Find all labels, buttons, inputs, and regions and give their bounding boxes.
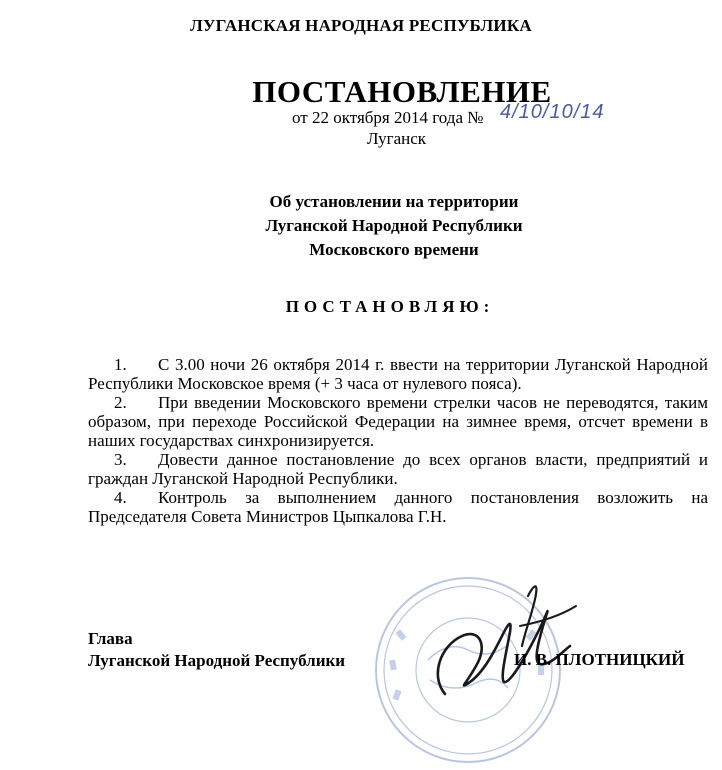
subject-line-3: Московского времени (309, 240, 479, 259)
item-number: 1. (114, 355, 127, 374)
document-subject (0, 190, 722, 262)
subject-line-2: Луганской Народной Республики (265, 216, 523, 235)
resolution-item (88, 450, 708, 488)
handwritten-signature (400, 566, 580, 716)
city-label: Луганск (367, 129, 427, 148)
role-line-1: Глава (88, 629, 133, 648)
resolution-items (88, 355, 708, 526)
document-title: ПОСТАНОВЛЕНИЕ (252, 74, 552, 109)
item-number: 3. (114, 450, 127, 469)
item-text: Довести данное постановление до всех органов власти, предприятий и граждан Луганской Народной Республики. (88, 450, 708, 488)
resolution-item (88, 393, 708, 450)
item-number: 2. (114, 393, 127, 412)
signatory-role (88, 628, 345, 672)
item-text: Контроль за выполнением данного постановления возложить на Председателя Совета Министров Цыпкалова Г.Н. (88, 488, 708, 526)
item-number: 4. (114, 488, 127, 507)
signatory-name: И. В. ПЛОТНИЦКИЙ (514, 650, 685, 669)
resolution-item (88, 355, 708, 393)
resolve-heading: ПОСТАНОВЛЯЮ: (285, 297, 495, 316)
item-text: С 3.00 ночи 26 октября 2014 г. ввести на территории Луганской Народной Республики Московское время (+ 3 часа от нулевого пояса). (88, 355, 708, 393)
subject-line-1: Об установлении на территории (269, 192, 519, 211)
handwritten-document-number: 4/10/10/14 (500, 101, 605, 123)
date-line: от 22 октября 2014 года № (292, 108, 484, 127)
item-text: При введении Московского времени стрелки часов не переводятся, таким образом, при переходе Российской Федерации на зимнее время, отсчет времени в наших государствах синхронизируется. (88, 393, 708, 450)
republic-header: ЛУГАНСКАЯ НАРОДНАЯ РЕСПУБЛИКА (190, 16, 532, 35)
resolution-item (88, 488, 708, 526)
role-line-2: Луганской Народной Республики (88, 651, 346, 670)
